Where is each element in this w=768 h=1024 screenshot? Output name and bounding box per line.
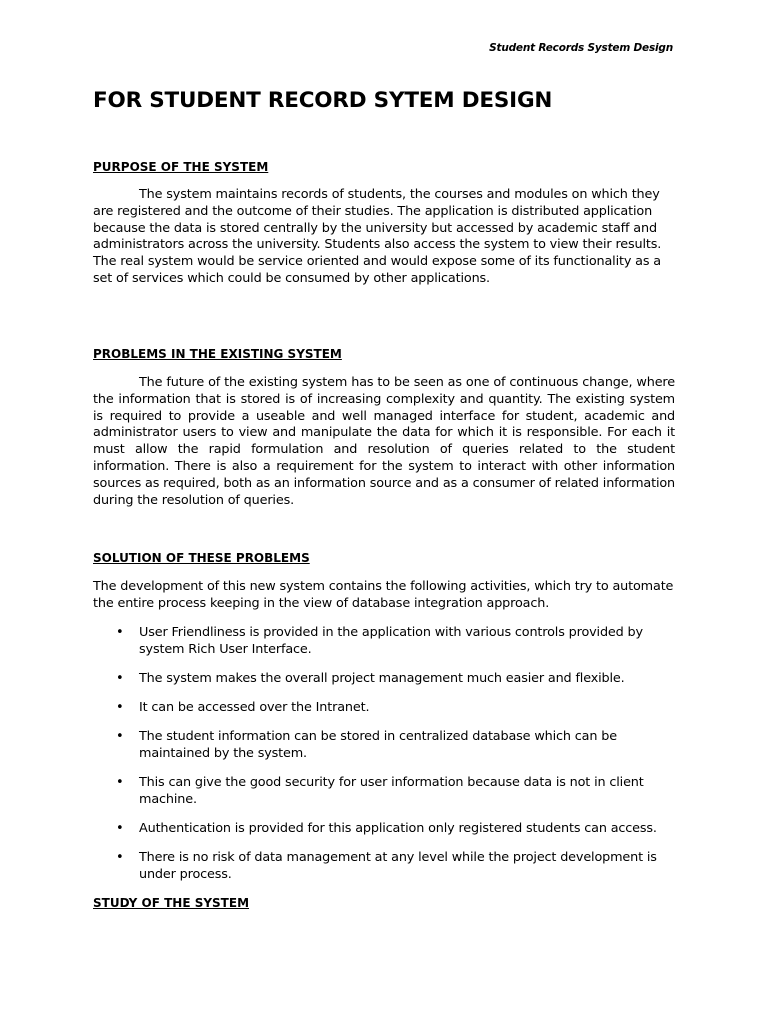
paragraph-purpose: The system maintains records of students, the courses and modules on which they are registered and the outcome of their studies. The application is distributed application because the data is stored centrally by the university but accessed by academic staff and administrators across the university. Students also access the system to view their results. The real system would be service oriented and would expose some of its functionality as a set of services which could be consumed by other applications. xyxy=(93,187,662,286)
running-header: Student Records System Design xyxy=(489,42,673,54)
list-item xyxy=(93,850,675,884)
heading-solution: SOLUTION OF THESE PROBLEMS xyxy=(93,551,310,565)
list-item-text: This can give the good security for user information because data is not in client machine. xyxy=(139,775,644,807)
list-item-text: User Friendliness is provided in the application with various controls provided by system Rich User Interface. xyxy=(139,625,643,657)
bullet-icon: • xyxy=(116,850,124,865)
list-item xyxy=(93,671,675,688)
heading-problems: PROBLEMS IN THE EXISTING SYSTEM xyxy=(93,347,342,361)
list-item xyxy=(93,625,675,659)
list-item-text: The student information can be stored in centralized database which can be maintained by the system. xyxy=(139,729,617,761)
heading-study: STUDY OF THE SYSTEM xyxy=(93,896,250,910)
bullet-icon: • xyxy=(116,700,124,715)
bullet-icon: • xyxy=(116,729,124,744)
list-item-text: Authentication is provided for this application only registered students can access. xyxy=(139,821,657,836)
heading-purpose: PURPOSE OF THE SYSTEM xyxy=(93,160,269,174)
bullet-icon: • xyxy=(116,775,124,790)
list-item-text: The system makes the overall project management much easier and flexible. xyxy=(139,671,625,686)
list-item xyxy=(93,775,675,809)
list-item xyxy=(93,729,675,763)
list-item-text: There is no risk of data management at any level while the project development is under process. xyxy=(139,850,657,882)
list-item-text: It can be accessed over the Intranet. xyxy=(139,700,370,715)
paragraph-solution-intro: The development of this new system contains the following activities, which try to automate the entire process keeping in the view of database integration approach. xyxy=(93,579,674,611)
bullet-icon: • xyxy=(116,671,124,686)
document-title: FOR STUDENT RECORD SYTEM DESIGN xyxy=(93,88,553,113)
list-item xyxy=(93,821,675,838)
bullet-icon: • xyxy=(116,821,124,836)
list-item xyxy=(93,700,675,717)
paragraph-problems: The future of the existing system has to be seen as one of continuous change, where the information that is stored is of increasing complexity and quantity. The existing system is required to provide a useable and well managed interface for student, academic and administrator users to view and manipulate the data for which it is responsible. For each it must allow the rapid formulation and resolution of queries related to the student information. There is also a requirement for the system to interact with other information sources as required, both as an information source and as a consumer of related information during the resolution of queries. xyxy=(93,375,675,508)
bullet-icon: • xyxy=(116,625,124,640)
